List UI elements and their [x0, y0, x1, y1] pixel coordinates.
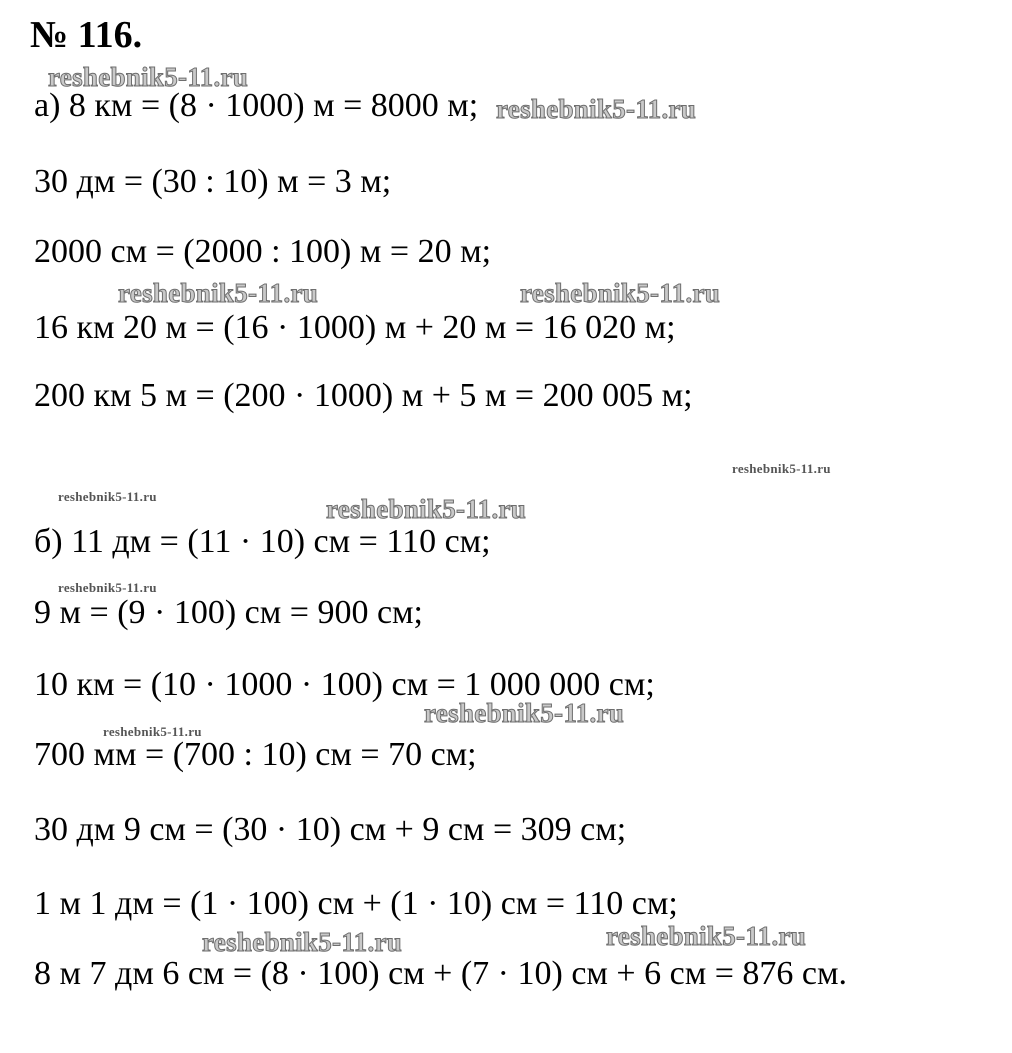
watermark: reshebnik5-11.ru — [118, 278, 319, 308]
watermark: reshebnik5-11.ru — [202, 927, 403, 957]
solution-line-b4: 700 мм = (700 : 10) см = 70 см; — [34, 736, 477, 773]
solution-line-a3: 2000 см = (2000 : 100) м = 20 м; — [34, 233, 492, 270]
watermark: reshebnik5-11.ru — [103, 724, 202, 739]
watermark: reshebnik5-11.ru — [732, 461, 831, 476]
watermark: reshebnik5-11.ru — [606, 921, 807, 951]
watermark: reshebnik5-11.ru — [520, 278, 721, 308]
solution-line-b7: 8 м 7 дм 6 см = (8 · 100) см + (7 · 10) см + 6 см = 876 см. — [34, 955, 847, 992]
solution-line-a2: 30 дм = (30 : 10) м = 3 м; — [34, 163, 392, 200]
watermark: reshebnik5-11.ru — [496, 94, 697, 124]
solution-line-b1: б) 11 дм = (11 · 10) см = 110 см; — [34, 523, 491, 560]
solution-line-a5: 200 км 5 м = (200 · 1000) м + 5 м = 200 005 м; — [34, 377, 693, 414]
solution-line-a4: 16 км 20 м = (16 · 1000) м + 20 м = 16 020 м; — [34, 309, 676, 346]
solution-line-b5: 30 дм 9 см = (30 · 10) см + 9 см = 309 см; — [34, 811, 627, 848]
solution-line-a1: а) 8 км = (8 · 1000) м = 8000 м; — [34, 87, 479, 124]
watermark: reshebnik5-11.ru — [424, 698, 625, 728]
watermark: reshebnik5-11.ru — [48, 62, 249, 92]
solution-line-b2: 9 м = (9 · 100) см = 900 см; — [34, 594, 423, 631]
solution-line-b3: 10 км = (10 · 1000 · 100) см = 1 000 000 см; — [34, 666, 655, 703]
watermark: reshebnik5-11.ru — [58, 489, 157, 504]
watermark: reshebnik5-11.ru — [326, 494, 527, 524]
watermark: reshebnik5-11.ru — [58, 580, 157, 595]
solution-line-b6: 1 м 1 дм = (1 · 100) см + (1 · 10) см = 110 см; — [34, 885, 678, 922]
exercise-number: № 116. — [30, 14, 143, 56]
